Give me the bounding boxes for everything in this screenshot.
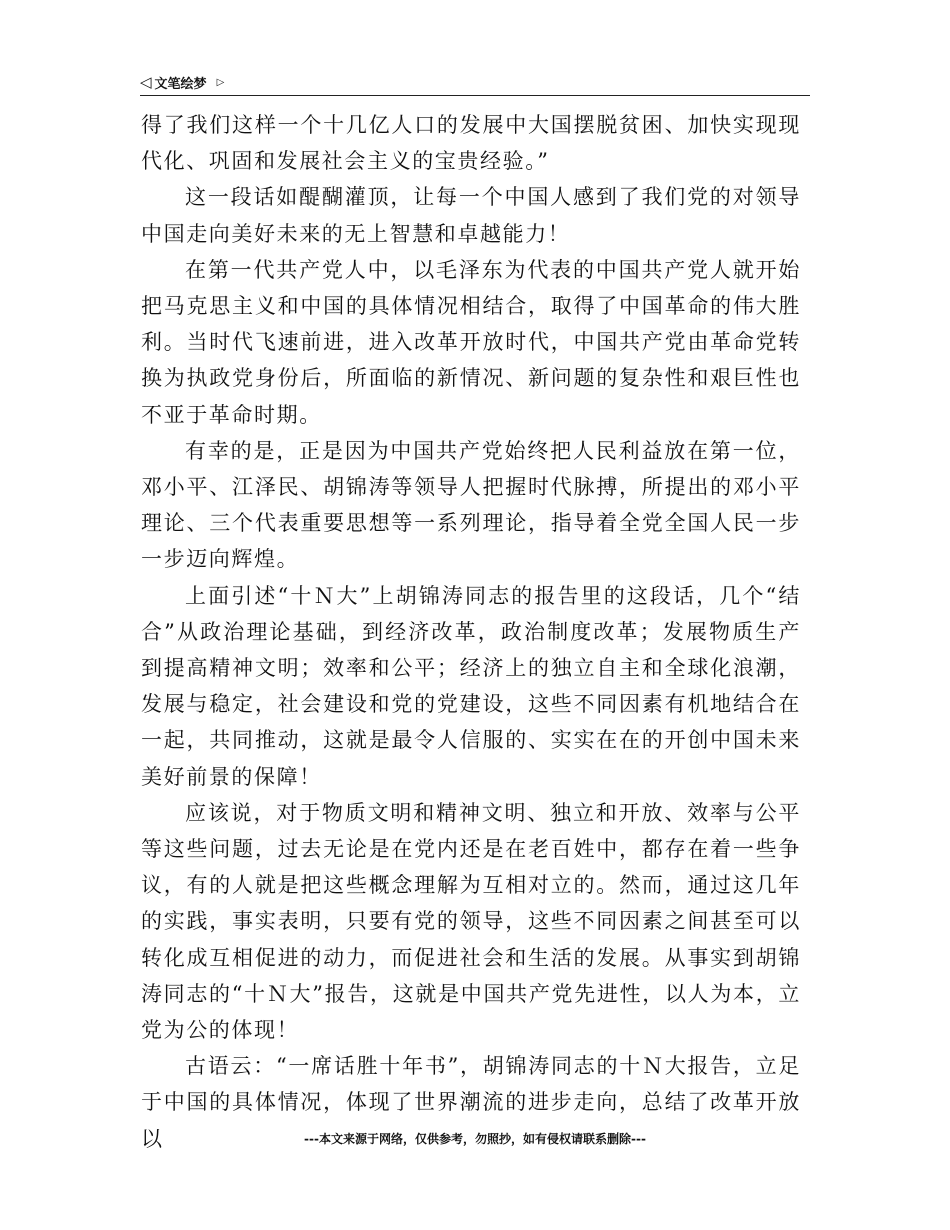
page-header [140,70,810,96]
paragraph-continued: 得了我们这样一个十几亿人口的发展中大国摆脱贫困、加快实现现代化、巩固和发展社会主义的宝贵经验。” [141,113,801,174]
paragraph: 在第一代共产党人中，以毛泽东为代表的中国共产党人就开始把马克思主义和中国的具体情况相结合，取得了中国革命的伟大胜利。当时代飞速前进，进入改革开放时代，中国共产党由革命党转换为执政党身份后，所面临的新情况、新问题的复杂性和艰巨性也不亚于革命时期。 [141,257,801,427]
paragraph: 这一段话如醍醐灌顶，让每一个中国人感到了我们党的对领导中国走向美好未来的无上智慧和卓越能力！ [141,185,801,246]
triangle-right-icon: ▷ [216,76,225,88]
document-body [141,107,801,1157]
paragraph: 上面引述“十Ｎ大”上胡锦涛同志的报告里的这段话，几个“结合”从政治理论基础，到经济改革，政治制度改革；发展物质生产到提高精神文明；效率和公平；经济上的独立自主和全球化浪潮，发展与稳定，社会建设和党的党建设，这些不同因素有机地结合在一起，共同推动，这就是最令人信服的、实实在在的开创中国未来美好前景的保障！ [141,583,801,789]
header-title: 文笔绘梦 [154,77,207,92]
paragraph: 古语云：“一席话胜十年书”，胡锦涛同志的十Ｎ大报告，立足于中国的具体情况，体现了世界潮流的进步走向，总结了改革开放以 [141,1054,801,1151]
triangle-left-icon: ◁ [140,73,152,91]
paragraph: 应该说，对于物质文明和精神文明、独立和开放、效率与公平等这些问题，过去无论是在党内还是在老百姓中，都存在着一些争议，有的人就是把这些概念理解为互相对立的。然而，通过这几年的实践，事实表明，只要有党的领导，这些不同因素之间甚至可以转化成互相促进的动力，而促进社会和生活的发展。从事实到胡锦涛同志的“十Ｎ大”报告，这就是中国共产党先进性，以人为本，立党为公的体现！ [141,800,801,1043]
footer-disclaimer: ---本文来源于网络，仅供参考，勿照抄，如有侵权请联系删除--- [304,1132,646,1146]
paragraph: 有幸的是，正是因为中国共产党始终把人民利益放在第一位，邓小平、江泽民、胡锦涛等领导人把握时代脉搏，所提出的邓小平理论、三个代表重要思想等一系列理论，指导着全党全国人民一步一步迈向辉煌。 [141,438,801,572]
